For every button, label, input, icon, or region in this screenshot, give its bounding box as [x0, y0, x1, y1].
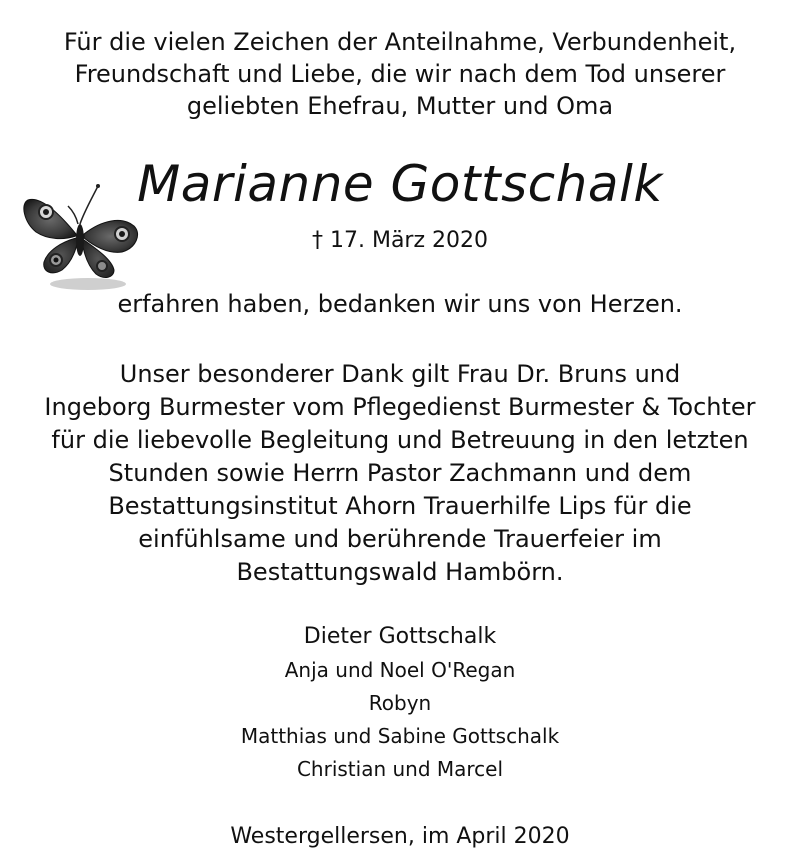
intro-line: geliebten Ehefrau, Mutter und Oma [186, 92, 614, 120]
death-date: † 17. März 2020 [311, 228, 488, 253]
signer: Robyn [368, 691, 432, 715]
intro-line: Für die vielen Zeichen der Anteilnahme, Verbundenheit, [63, 28, 737, 56]
gratitude-line: einfühlsame und berührende Trauerfeier im [138, 525, 662, 553]
gratitude-line: Bestattungswald Hambörn. [236, 558, 564, 586]
gratitude-line: Stunden sowie Herrn Pastor Zachmann und dem [108, 459, 692, 487]
intro-line: Freundschaft und Liebe, die wir nach dem Tod unserer [74, 60, 726, 88]
signer: Matthias und Sabine Gottschalk [240, 724, 560, 748]
deceased-name: Marianne Gottschalk [137, 155, 663, 213]
intro-text [0, 26, 800, 122]
gratitude-text [0, 358, 800, 589]
signer: Anja und Noel O'Regan [284, 658, 516, 682]
gratitude-line: Unser besonderer Dank gilt Frau Dr. Bruns und [119, 360, 681, 388]
signer-main: Dieter Gottschalk [303, 624, 497, 649]
thanks-line: erfahren haben, bedanken wir uns von Herzen. [117, 290, 683, 318]
signers-block [0, 620, 800, 786]
gratitude-line: Bestattungsinstitut Ahorn Trauerhilfe Lips für die [108, 492, 692, 520]
signer: Christian und Marcel [296, 757, 504, 781]
gratitude-line: für die liebevolle Begleitung und Betreuung in den letzten [51, 426, 749, 454]
gratitude-line: Ingeborg Burmester vom Pflegedienst Burmester & Tochter [44, 393, 756, 421]
place-date: Westergellersen, im April 2020 [230, 824, 570, 849]
